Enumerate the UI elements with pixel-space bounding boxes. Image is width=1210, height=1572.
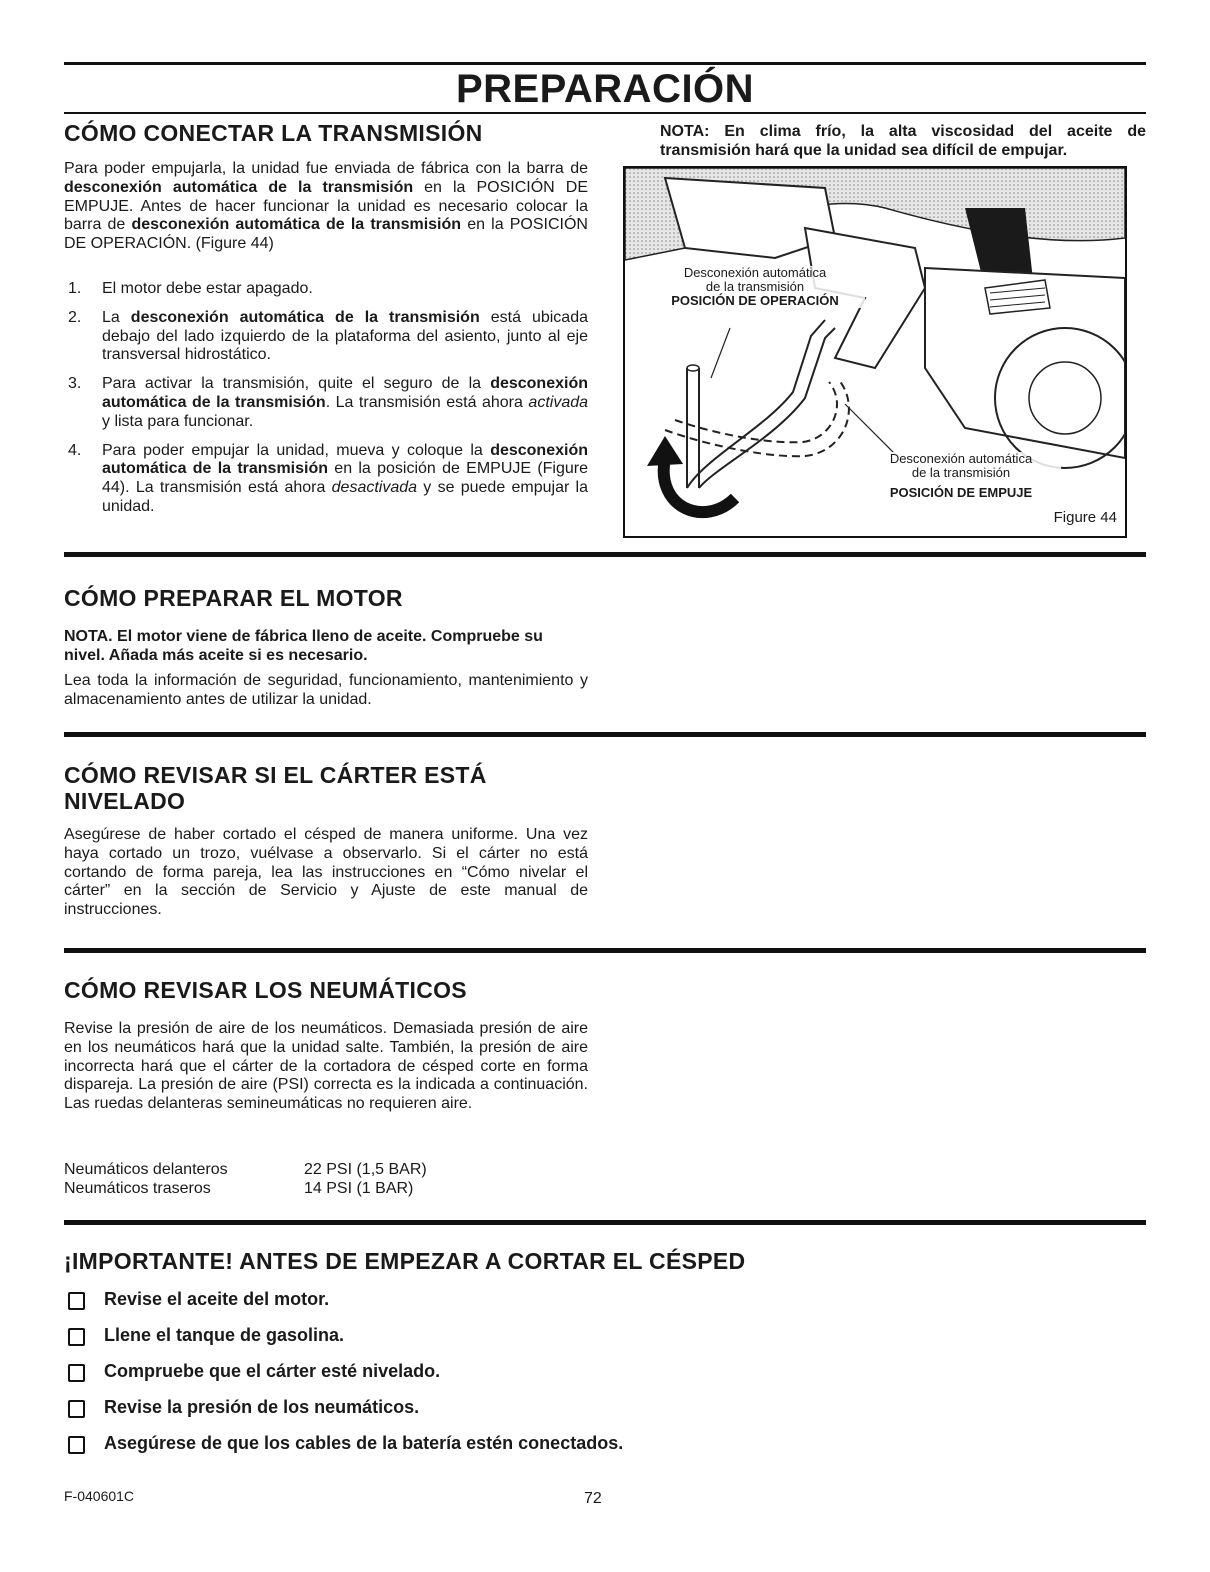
tires-text: Revise la presión de aire de los neumáticos. Demasiada presión de aire en los neumáticos hará que la unidad salte. También, la presión de aire incorrecta hará que el cárter de la cortadora de césped corte en forma dispareja. La presión de aire (PSI) correcta es la indicada a continuación. Las ruedas delanteras semineumáticas no requieren aire.	[64, 1020, 588, 1113]
tire-pressure-table	[64, 1160, 427, 1198]
top-rule	[64, 62, 1146, 65]
checkbox-icon	[68, 1364, 85, 1382]
title-rule	[64, 112, 1146, 114]
document-code: F-040601C	[64, 1488, 135, 1504]
label-push-position: Desconexión automática de la transmisión POSICIÓN DE EMPUJE	[861, 452, 1061, 500]
transmission-steps	[64, 280, 588, 527]
page-title: PREPARACIÓN	[455, 67, 755, 111]
section-title-engine: CÓMO PREPARAR EL MOTOR	[64, 585, 403, 611]
section-title-important: ¡IMPORTANTE! ANTES DE EMPEZAR A CORTAR EL CÉSPED	[64, 1248, 746, 1274]
checkbox-icon	[68, 1292, 85, 1310]
label-operation-position: Desconexión automática de la transmisión POSICIÓN DE OPERACIÓN	[645, 266, 865, 308]
section-divider	[64, 552, 1146, 557]
deck-level-text: Asegúrese de haber cortado el césped de manera uniforme. Una vez haya cortado un trozo, vuélvase a observarlo. Si el cárter no está cortando de forma pareja, lea las instrucciones en “Cómo nivelar el cárter” en la sección de Servicio y Ajuste de este manual de instrucciones.	[64, 826, 588, 919]
page-number: 72	[584, 1490, 602, 1507]
checklist-item: Llene el tanque de gasolina.	[64, 1324, 624, 1346]
list-item: 1. El motor debe estar apagado.	[68, 280, 313, 297]
list-item: 3. Para activar la transmisión, quite el seguro de la desconexión automática de la transmisión. La transmisión está ahora activada y lista para funcionar.	[68, 375, 589, 430]
section-title-tires: CÓMO REVISAR LOS NEUMÁTICOS	[64, 977, 467, 1003]
checkbox-icon	[68, 1328, 85, 1346]
section-divider	[64, 1220, 1146, 1225]
checklist-item: Compruebe que el cárter esté nivelado.	[64, 1360, 624, 1382]
section-title-transmission: CÓMO CONECTAR LA TRANSMISIÓN	[64, 120, 483, 146]
list-item: 4. Para poder empujar la unidad, mueva y coloque la desconexión automática de la transmisión en la posición de EMPUJE (Figure 44). La transmisión está ahora desactivada y se puede empujar la unidad.	[68, 441, 589, 515]
list-item: 2. La desconexión automática de la transmisión está ubicada debajo del lado izquierdo de la plataforma del asiento, junto al eje transversal hidrostático.	[68, 308, 588, 364]
checkbox-icon	[68, 1400, 85, 1418]
section-divider	[64, 948, 1146, 953]
checkbox-icon	[68, 1436, 85, 1454]
table-row: Neumáticos delanteros 22 PSI (1,5 BAR)	[64, 1161, 427, 1178]
engine-text: Lea toda la información de seguridad, funcionamiento, mantenimiento y almacenamiento antes de utilizar la unidad.	[64, 672, 588, 708]
checklist-item: Revise el aceite del motor.	[64, 1288, 624, 1310]
figure-44	[623, 166, 1127, 538]
pre-mowing-checklist	[64, 1288, 624, 1468]
cold-weather-note: NOTA: En clima frío, la alta viscosidad del aceite de transmisión hará que la unidad sea difícil de empujar.	[660, 123, 1146, 159]
figure-caption: Figure 44	[1053, 509, 1117, 526]
checklist-item: Asegúrese de que los cables de la batería estén conectados.	[64, 1432, 624, 1454]
transmission-intro: Para poder empujarla, la unidad fue enviada de fábrica con la barra de desconexión automática de la transmisión en la POSICIÓN DE EMPUJE. Antes de hacer funcionar la unidad es necesario colocar la barra de desconexión automática de la transmisión en la POSICIÓN DE OPERACIÓN. (Figure 44)	[64, 160, 588, 253]
table-row: Neumáticos traseros 14 PSI (1 BAR)	[64, 1180, 414, 1197]
manual-page	[64, 0, 1146, 1572]
section-divider	[64, 732, 1146, 737]
checklist-item: Revise la presión de los neumáticos.	[64, 1396, 624, 1418]
engine-oil-note: NOTA. El motor viene de fábrica lleno de aceite. Compruebe su nivel. Añada más aceite si es necesario.	[64, 628, 543, 664]
section-title-deck-level: CÓMO REVISAR SI EL CÁRTER ESTÁ NIVELADO	[64, 762, 487, 814]
